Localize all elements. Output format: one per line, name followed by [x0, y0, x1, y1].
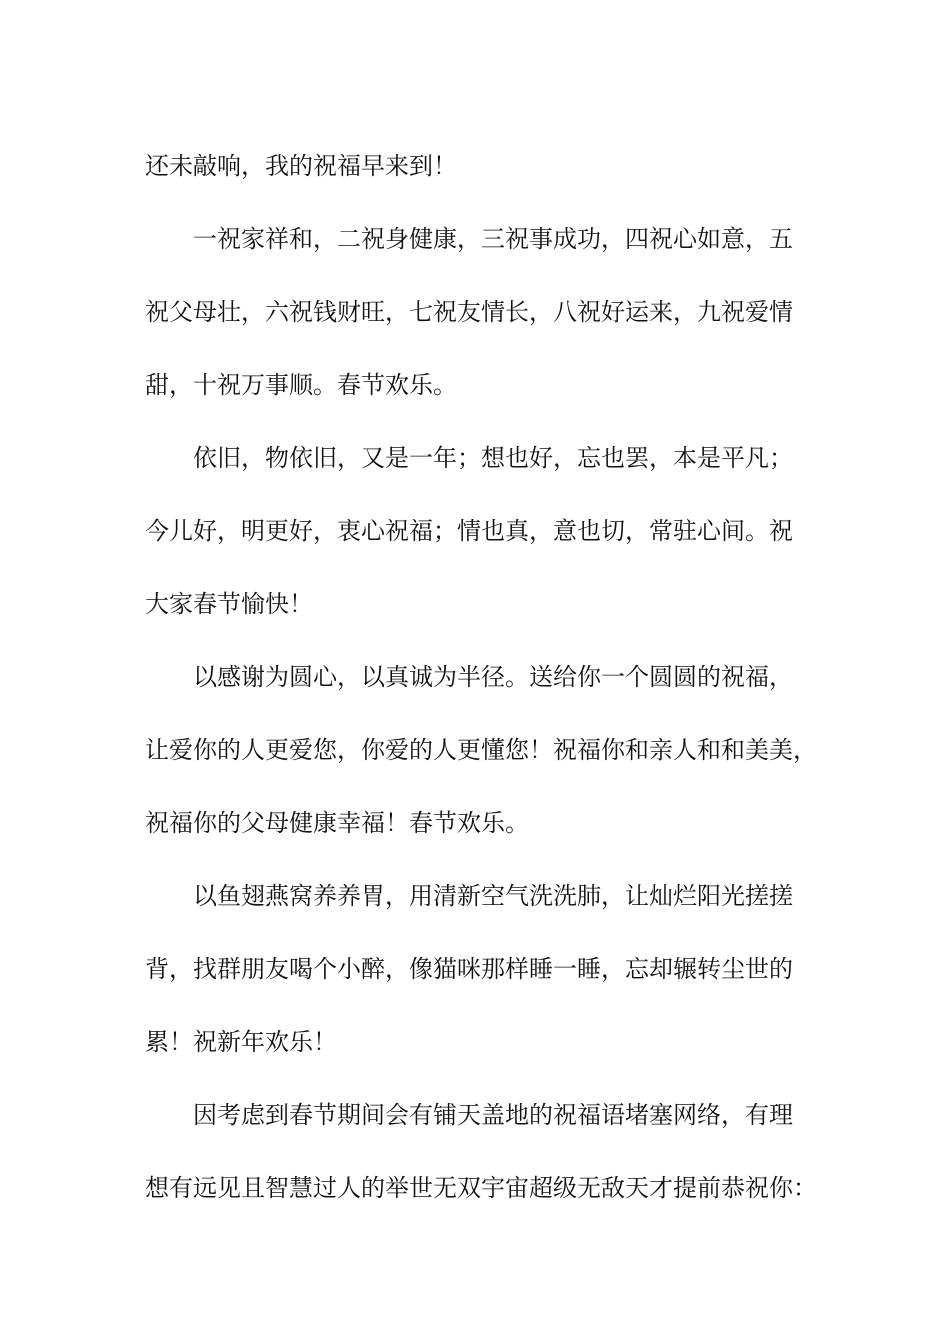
text-line: 以鱼翅燕窝养养胃，用清新空气洗洗肺，让灿烂阳光搓搓 — [193, 882, 793, 910]
text-line: 因考虑到春节期间会有铺天盖地的祝福语堵塞网络，有理 — [193, 1101, 793, 1129]
text-line: 今儿好，明更好，衷心祝福；情也真，意也切，常驻心间。祝 — [145, 517, 793, 545]
text-line: 一祝家祥和，二祝身健康，三祝事成功，四祝心如意，五 — [193, 225, 793, 253]
text-line: 祝福你的父母健康幸福！春节欢乐。 — [145, 809, 529, 837]
text-line: 祝父母壮，六祝钱财旺，七祝友情长，八祝好运来，九祝爱情 — [145, 298, 793, 326]
text-line: 还未敲响，我的祝福早来到！ — [145, 152, 457, 180]
text-line: 累！祝新年欢乐！ — [145, 1028, 337, 1056]
text-line: 甜，十祝万事顺。春节欢乐。 — [145, 371, 457, 399]
text-line: 背，找群朋友喝个小醉，像猫咪那样睡一睡，忘却辗转尘世的 — [145, 955, 793, 983]
text-line: 大家春节愉快！ — [145, 590, 313, 618]
document-body — [145, 130, 825, 1225]
text-line: 想有远见且智慧过人的举世无双宇宙超级无敌天才提前恭祝你： — [145, 1174, 817, 1202]
text-line: 依旧，物依旧，又是一年；想也好，忘也罢，本是平凡； — [193, 444, 793, 472]
text-line: 让爱你的人更爱您，你爱的人更懂您！祝福你和亲人和和美美， — [145, 736, 817, 764]
text-line: 以感谢为圆心，以真诚为半径。送给你一个圆圆的祝福， — [193, 663, 793, 691]
